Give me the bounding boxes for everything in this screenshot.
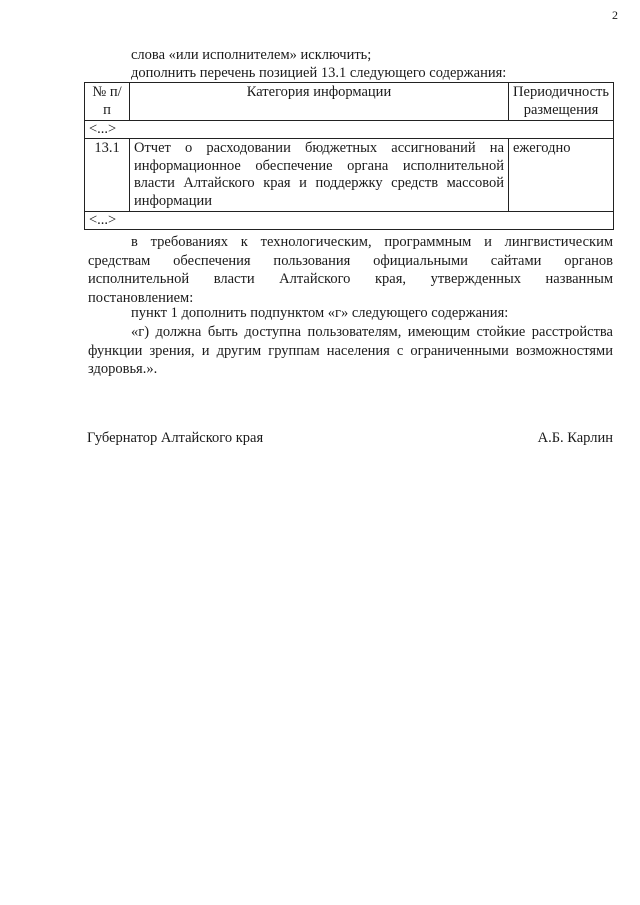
body-paragraph-3: «г) должна быть доступна пользователям, имеющим стойкие расстройства функции зрения, и другим группам населения с ограниченными возможностями здоровья.». xyxy=(88,324,613,377)
row-category: Отчет о расходовании бюджетных ассигнований на информационное обеспечение органа исполнительной власти Алтайского края и поддержку средств массовой информации xyxy=(130,139,509,212)
header-category: Категория информации xyxy=(130,83,509,121)
signature-name: А.Б. Карлин xyxy=(537,430,613,446)
header-num: № п/п xyxy=(85,83,130,121)
intro-line-1: слова «или исполнителем» исключить; xyxy=(131,47,372,63)
info-table xyxy=(84,82,614,230)
body-paragraph-2: пункт 1 дополнить подпунктом «г» следующего содержания: xyxy=(131,305,509,321)
signature-block xyxy=(87,430,613,447)
table-row xyxy=(85,139,614,212)
body-paragraph-1: в требованиях к технологическим, программным и лингвистическим средствам обеспечения пользования официальными сайтами органов исполнительной власти Алтайского края, утвержденных названным постановлением: xyxy=(88,234,613,306)
page-number: 2 xyxy=(612,8,618,22)
table-header-row xyxy=(85,83,614,121)
table-row-ellipsis-bottom xyxy=(85,212,614,230)
ellipsis-bottom: <...> xyxy=(85,212,614,230)
ellipsis-top: <...> xyxy=(85,121,614,139)
row-num: 13.1 xyxy=(85,139,130,212)
intro-line-2: дополнить перечень позицией 13.1 следующего содержания: xyxy=(131,65,507,81)
signature-title: Губернатор Алтайского края xyxy=(87,430,264,446)
header-period: Периодичность размещения xyxy=(509,83,614,121)
row-period: ежегодно xyxy=(509,139,614,212)
table-row-ellipsis-top xyxy=(85,121,614,139)
